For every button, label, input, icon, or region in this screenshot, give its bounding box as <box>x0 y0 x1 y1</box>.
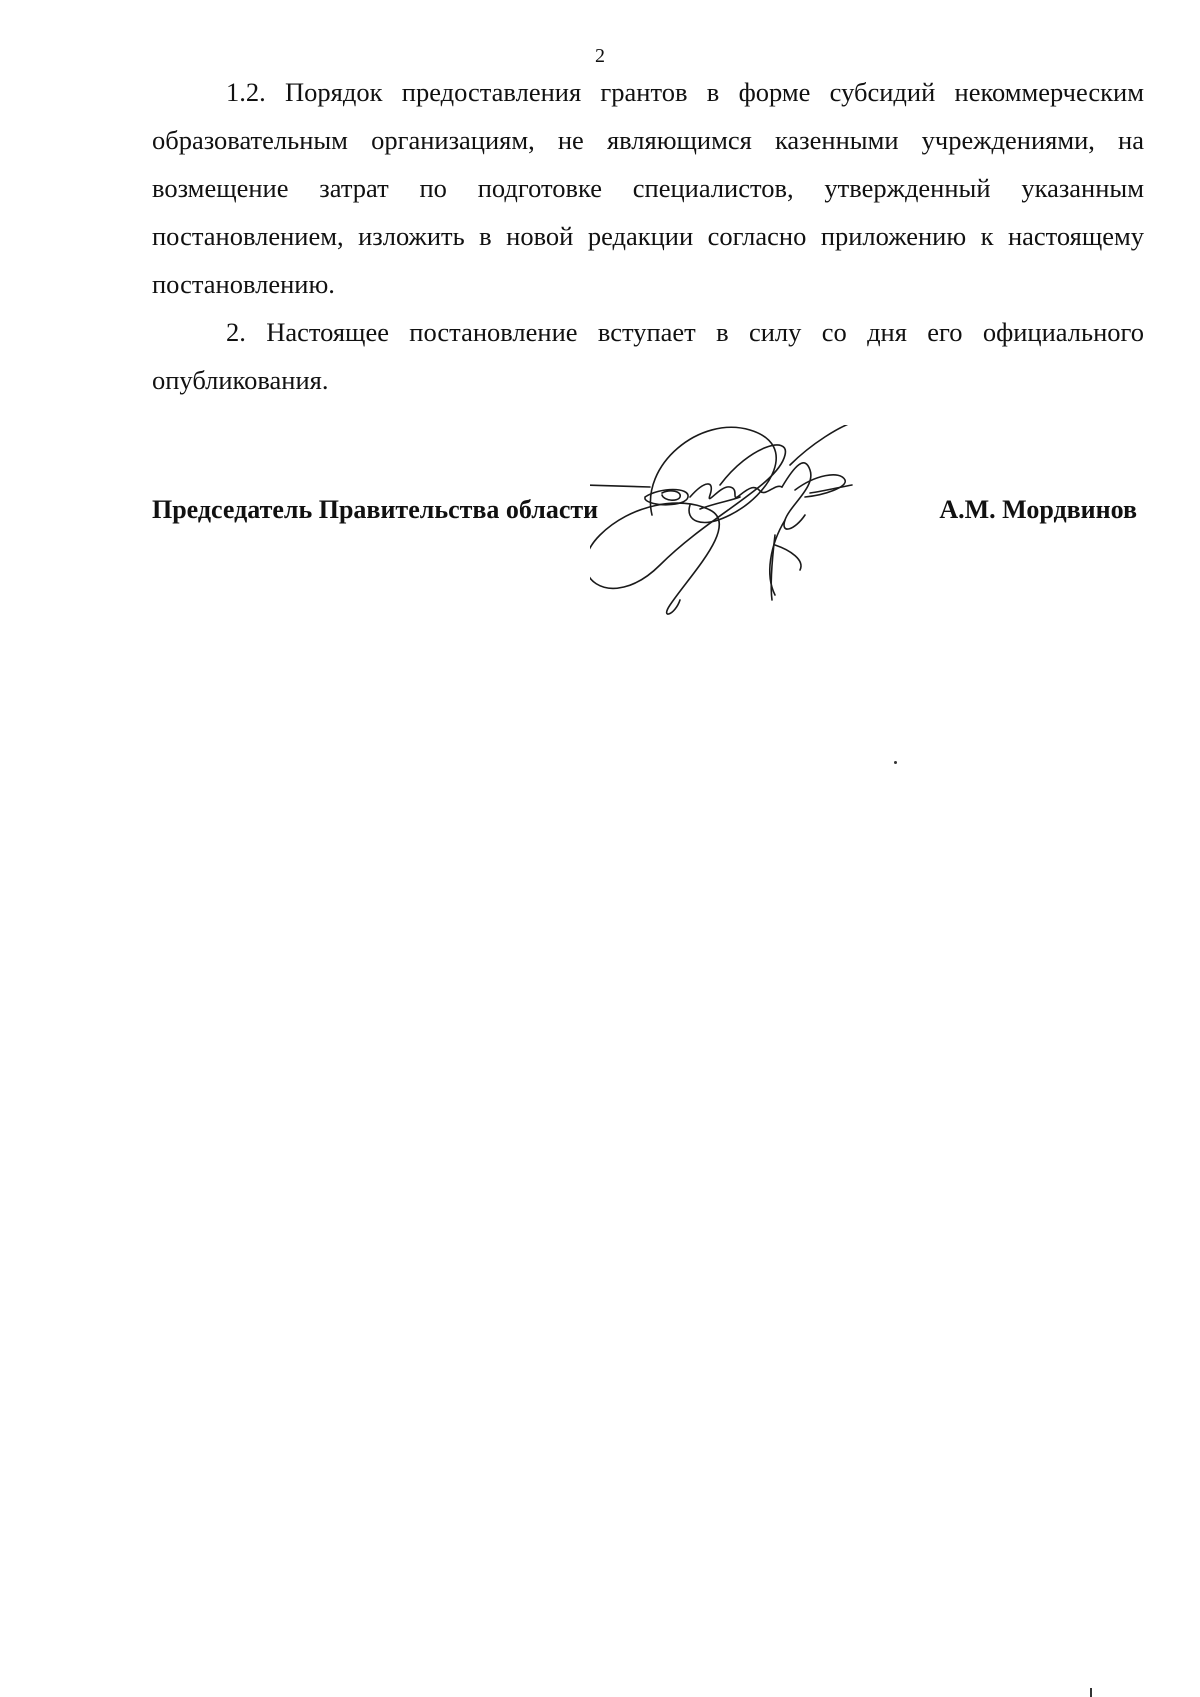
document-body <box>152 68 1144 404</box>
paragraph-1-2: 1.2. Порядок предоставления грантов в форме субсидий некоммерческим образовательным организациям, не являющимся казенными учреждениями, на возмещение затрат по подготовке специалистов, утвержденный указанным постановлением, изложить в новой редакции согласно приложению к настоящему постановлению. <box>152 77 1144 299</box>
page-number: 2 <box>595 45 605 67</box>
handwritten-signature <box>590 425 940 635</box>
signer-name: А.М. Мордвинов <box>939 495 1137 524</box>
scan-speck <box>894 761 897 764</box>
signature-block <box>152 490 1137 530</box>
scan-speck <box>1090 1688 1092 1697</box>
paragraph-2: 2. Настоящее постановление вступает в силу со дня его официального опубликования. <box>152 317 1144 395</box>
signer-position: Председатель Правительства области <box>152 495 599 524</box>
